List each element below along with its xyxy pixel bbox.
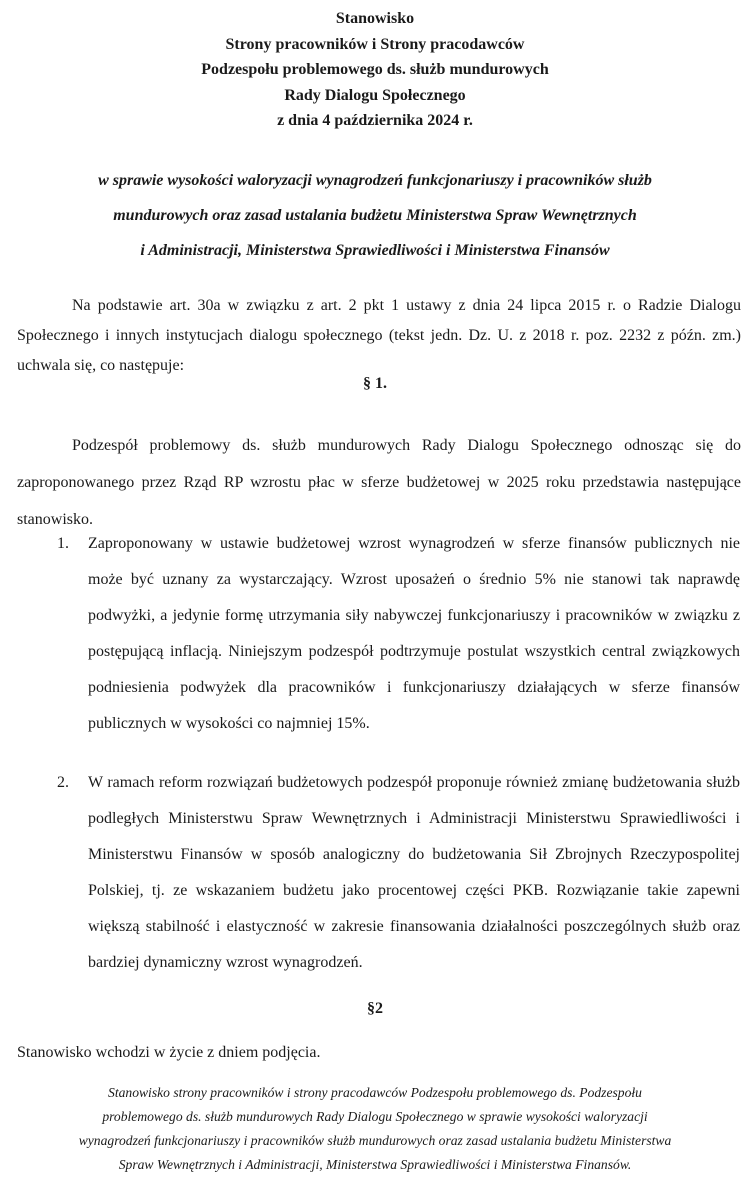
list-item-text: Zaproponowany w ustawie budżetowej wzrost wynagrodzeń w sferze finansów publicznych nie może być uznany za wystarczający. Wzrost uposażeń o średnio 5% nie stanowi tak naprawdę podwyżki, a jedynie formę utrzymania siły nabywczej funkcjonariuszy i pracowników w związku z postępującą inflacją. Niniejszym podzespół podtrzymuje postulat wszystkich central związkowych podniesienia podwyżek dla pracowników i funkcjonariuszy działających w sferze finansów publicznych w wysokości co najmniej 15%. xyxy=(88,535,740,732)
section-2-text: Stanowisko wchodzi w życie z dniem podjęcia. xyxy=(17,1044,321,1061)
list-item xyxy=(57,526,740,742)
header-title: Stanowisko xyxy=(335,10,415,27)
header-subteam: Podzespołu problemowego ds. służb mundurowych xyxy=(201,61,549,78)
header-date: z dnia 4 października 2024 r. xyxy=(277,112,473,129)
legal-basis-paragraph: Na podstawie art. 30a w związku z art. 2 pkt 1 ustawy z dnia 24 lipca 2015 r. o Radzie Dialogu Społecznego i innych instytucjach dialogu społecznego (tekst jedn. Dz. U. z 2018 r. poz. 2232 z późn. zm.) uchwala się, co następuje: xyxy=(17,297,741,374)
header-council: Rady Dialogu Społecznego xyxy=(284,86,466,104)
footer-line-3: wynagrodzeń funkcjonariuszy i pracowników służb mundurowych oraz zasad ustalania budżetu Ministerstwa xyxy=(78,1133,672,1148)
list-item xyxy=(57,765,740,981)
document-subject xyxy=(0,163,750,268)
subject-line-3: i Administracji, Ministerstwa Sprawiedliwości i Ministerstwa Finansów xyxy=(140,242,610,259)
section-2-title: §2 xyxy=(367,1000,383,1017)
section-1-title: § 1. xyxy=(363,375,387,392)
subject-line-2: mundurowych oraz zasad ustalania budżetu Ministerstwa Spraw Wewnętrznych xyxy=(113,207,637,224)
footer-line-2: problemowego ds. służb mundurowych Rady Dialogu Społecznego w sprawie wysokości waloryzacji xyxy=(102,1109,648,1124)
subject-line-1: w sprawie wysokości waloryzacji wynagrodzeń funkcjonariuszy i pracowników służb xyxy=(98,172,652,189)
document-footer xyxy=(0,1081,750,1177)
footer-line-4: Spraw Wewnętrznych i Administracji, Ministerstwa Sprawiedliwości i Ministerstwa Finansów. xyxy=(118,1157,632,1172)
header-parties: Strony pracowników i Strony pracodawców xyxy=(225,35,525,53)
list-item-number: 1. xyxy=(57,535,69,552)
footer-line-1: Stanowisko strony pracowników i strony pracodawców Podzespołu problemowego ds. Podzespołu xyxy=(108,1085,642,1100)
list-item-text: W ramach reform rozwiązań budżetowych podzespół proponuje również zmianę budżetowania służb podległych Ministerstwu Spraw Wewnętrznych i Administracji Ministerstwu Sprawiedliwości i Ministerstwu Finansów w sposób analogiczny do budżetowania Sił Zbrojnych Rzeczypospolitej Polskiej, tj. ze wskazaniem budżetu jako procentowej części PKB. Rozwiązanie takie zapewni większą stabilność i elastyczność w zakresie finansowania działalności poszczególnych służb oraz bardziej dynamiczny wzrost wynagrodzeń. xyxy=(88,774,740,971)
list-item-number: 2. xyxy=(57,774,69,791)
section-1-opening: Podzespół problemowy ds. służb mundurowych Rady Dialogu Społecznego odnosząc się do zaproponowanego przez Rząd RP wzrostu płac w sferze budżetowej w 2025 roku przedstawia następujące stanowisko. xyxy=(17,437,741,528)
document-header xyxy=(0,6,750,134)
